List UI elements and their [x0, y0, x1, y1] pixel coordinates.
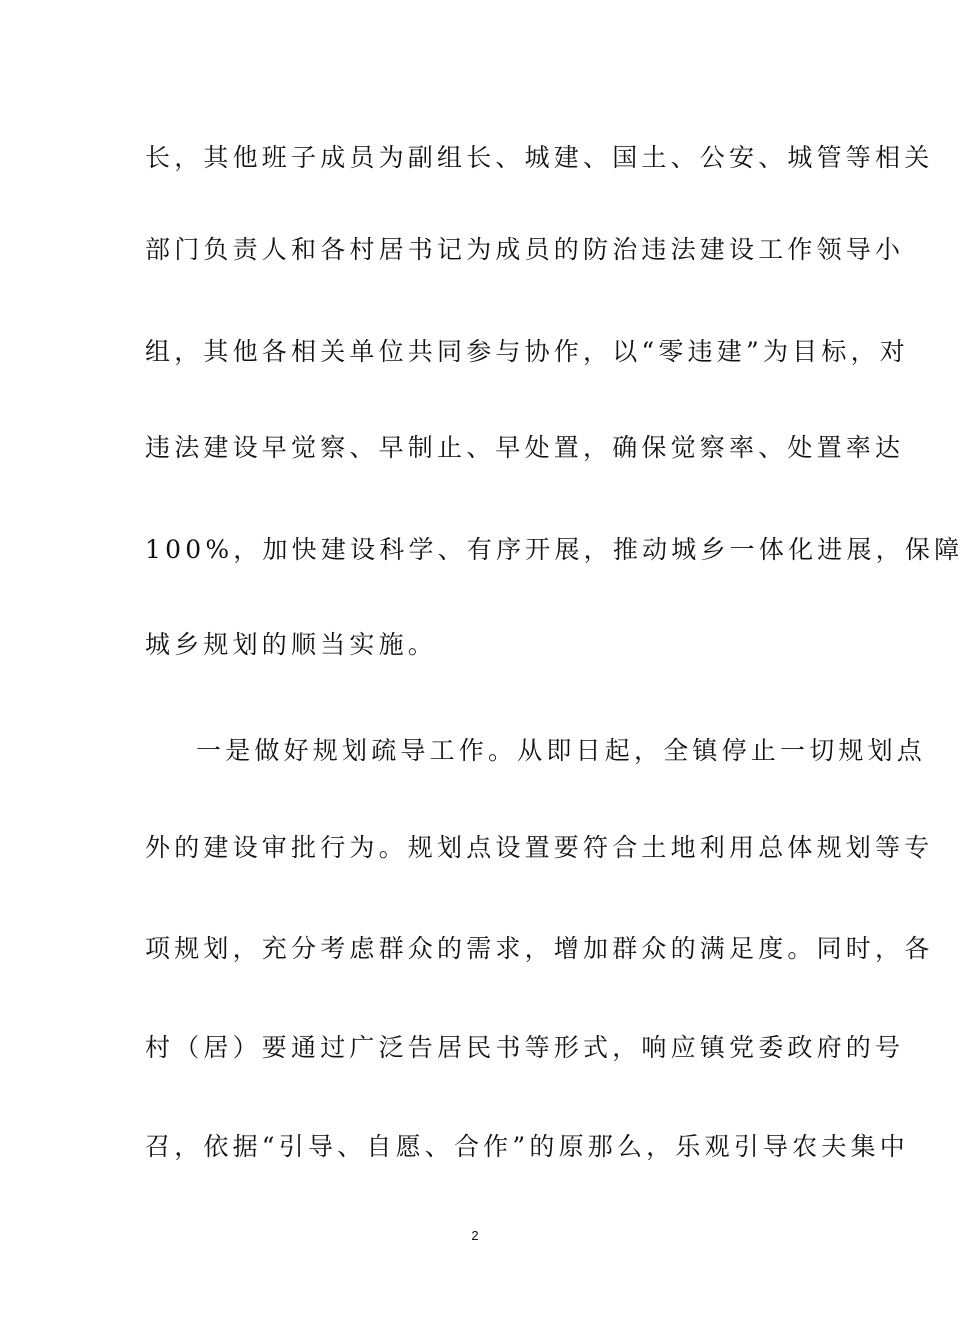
text-line-6: 城乡规划的顺当实施。	[145, 630, 438, 659]
text-line-1: 长，其他班子成员为副组长、城建、国土、公安、城管等相关	[145, 143, 934, 172]
text-line-10: 村（居）要通过广泛告居民书等形式，响应镇党委政府的号	[145, 1033, 905, 1062]
text-line-3: 组，其他各相关单位共同参与协作，以“零违建”为目标，对	[145, 337, 909, 366]
text-line-7: 一是做好规划疏导工作。从即日起，全镇停止一切规划点	[196, 736, 927, 765]
page-number: 2	[471, 1228, 479, 1243]
text-line-11: 召，依据“引导、自愿、合作”的原那么，乐观引导农夫集中	[145, 1132, 909, 1161]
text-line-8: 外的建设审批行为。规划点设置要符合土地利用总体规划等专	[145, 833, 934, 862]
text-line-5: 100%，加快建设科学、有序开展，推动城乡一体化进展，保障	[145, 535, 963, 564]
text-line-2: 部门负责人和各村居书记为成员的防治违法建设工作领导小	[145, 235, 905, 264]
text-line-9: 项规划，充分考虑群众的需求，增加群众的满足度。同时，各	[145, 934, 934, 963]
text-line-4: 违法建设早觉察、早制止、早处置，确保觉察率、处置率达	[145, 433, 905, 462]
